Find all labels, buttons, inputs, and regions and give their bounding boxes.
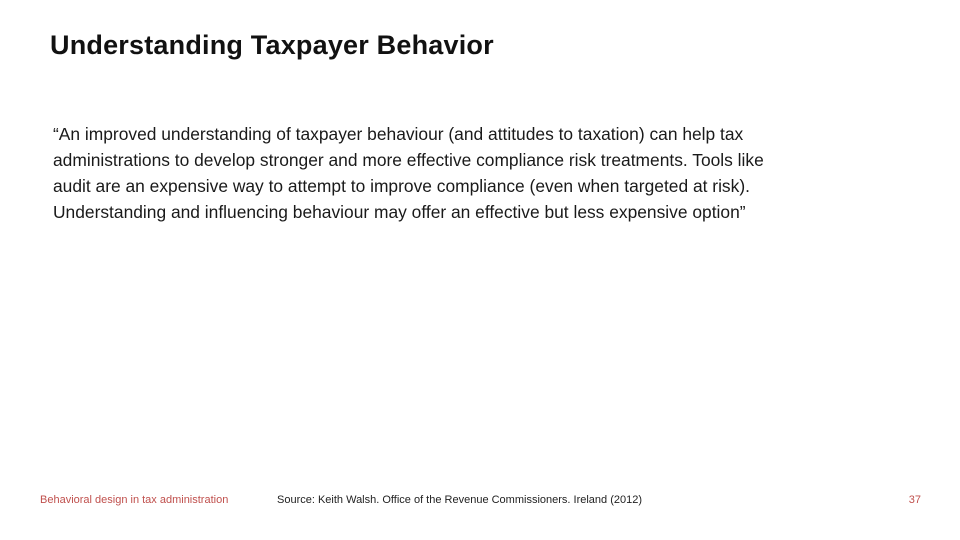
quote-line: audit are an expensive way to attempt to improve compliance (even when targeted at risk). — [53, 176, 750, 196]
quote-line: administrations to develop stronger and more effective compliance risk treatments. Tools like — [53, 150, 764, 170]
quote-line: Understanding and influencing behaviour may offer an effective but less expensive option” — [53, 202, 746, 222]
quote-text — [53, 121, 913, 225]
footer-deck-title: Behavioral design in tax administration — [40, 494, 229, 506]
slide-title: Understanding Taxpayer Behavior — [50, 30, 494, 60]
page-number: 37 — [908, 494, 921, 506]
quote-line: “An improved understanding of taxpayer behaviour (and attitudes to taxation) can help tax — [53, 124, 744, 144]
footer-source: Source: Keith Walsh. Office of the Revenue Commissioners. Ireland (2012) — [277, 494, 643, 506]
